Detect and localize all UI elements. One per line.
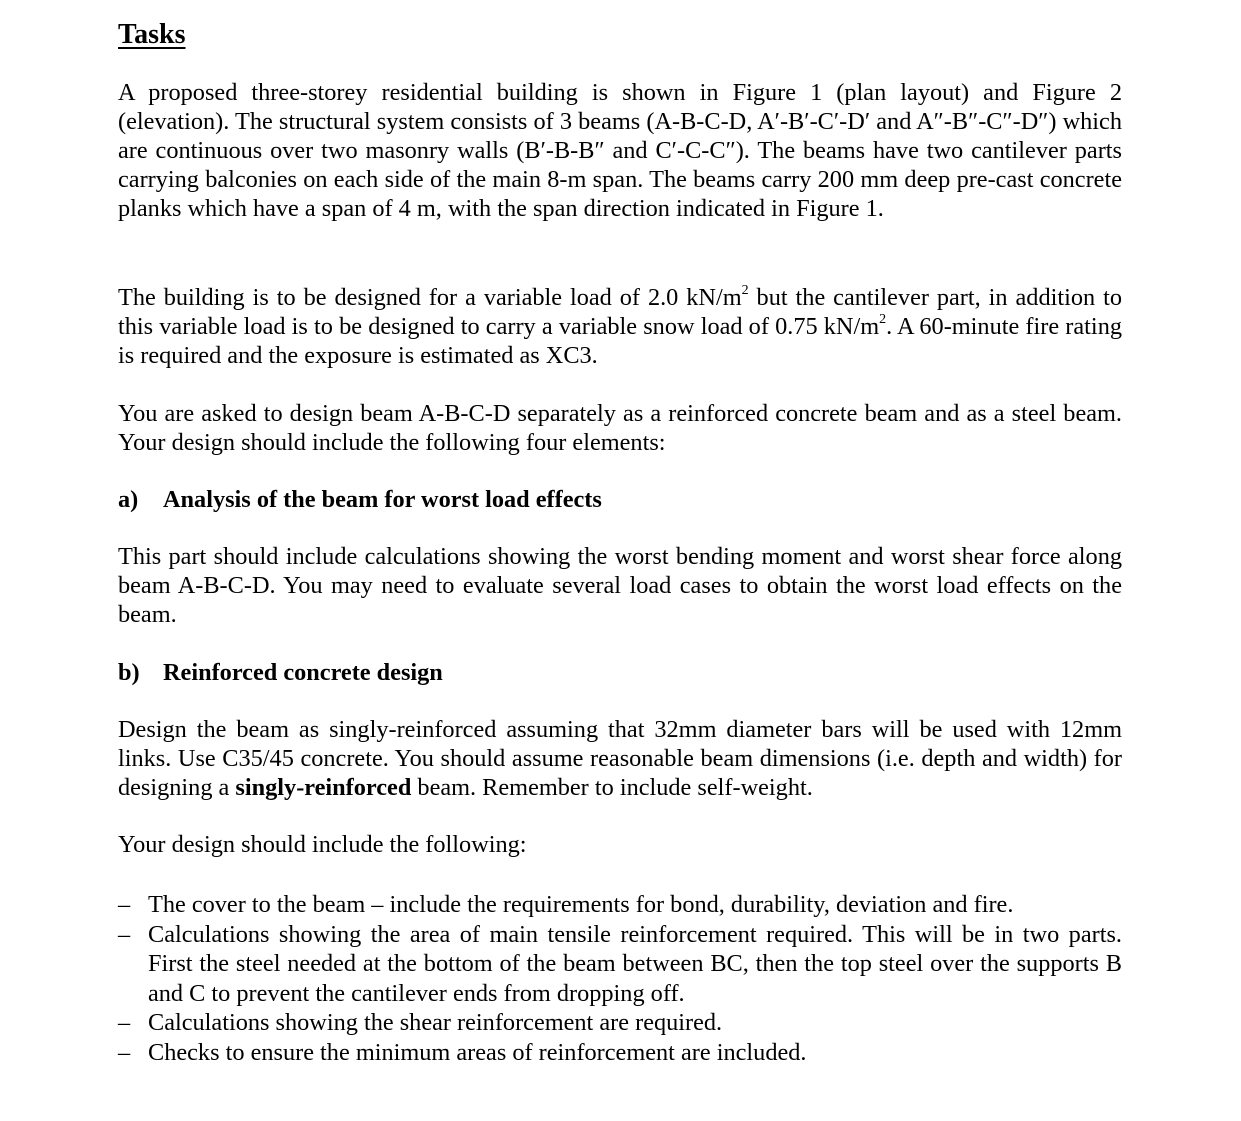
list-item: – Calculations showing the shear reinforcement are required. <box>118 1009 723 1036</box>
list-item: – The cover to the beam – include the requirements for bond, durability, deviation and fire. <box>118 891 1014 918</box>
dash-bullet-icon: – <box>118 1038 131 1066</box>
task-intro-paragraph: You are asked to design beam A-B-C-D separately as a reinforced concrete beam and as a steel beam. Your design should include the following four elements: <box>118 400 1122 457</box>
section-b-body: Design the beam as singly-reinforced assuming that 32mm diameter bars will be used with 12mm links. Use C35/45 concrete. You should assume reasonable beam dimensions (i.e. depth and width) for designing a singly-reinforced beam. Remember to include self-weight. <box>118 716 1122 802</box>
loads-paragraph: The building is to be designed for a variable load of 2.0 $kN/m^2$ but the cantilever part, in addition to this variable load is to be designed to carry a variable snow load of 0.75 $kN/m^2$. A 60-minute fire rating is required and the exposure is estimated as XC3. <box>118 283 1122 370</box>
page-title: Tasks <box>118 19 186 50</box>
dash-bullet-icon: – <box>118 891 131 918</box>
section-a-body: This part should include calculations showing the worst bending moment and worst shear force along beam A-B-C-D. You may need to evaluate several load cases to obtain the worst load effects on the beam. <box>118 543 1122 629</box>
section-b-heading: b) Reinforced concrete design <box>118 659 443 686</box>
requirements-list <box>118 890 1122 1067</box>
list-item: – Calculations showing the area of main tensile reinforcement required. This will be in two parts. First the steel needed at the bottom of the beam between BC, then the top steel over the supports B and C to prevent the cantilever ends from dropping off. <box>118 920 1122 1007</box>
list-item: – Checks to ensure the minimum areas of reinforcement are included. <box>118 1038 807 1066</box>
dash-bullet-icon: – <box>118 920 131 948</box>
section-a-heading: a) Analysis of the beam for worst load effects <box>118 486 602 513</box>
intro-paragraph: A proposed three-storey residential building is shown in Figure 1 (plan layout) and Figure 2 (elevation). The structural system consists of 3 beams (A-B-C-D, A′-B′-C′-D′ and A″-B″-C″-D″) which are continuous over two masonry walls (B′-B-B″ and C′-C-C″). The beams have two cantilever parts carrying balconies on each side of the main 8-m span. The beams carry 200 mm deep pre-cast concrete planks which have a span of 4 m, with the span direction indicated in Figure 1. <box>118 79 1122 223</box>
dash-bullet-icon: – <box>118 1009 131 1036</box>
list-intro: Your design should include the following: <box>118 831 527 858</box>
